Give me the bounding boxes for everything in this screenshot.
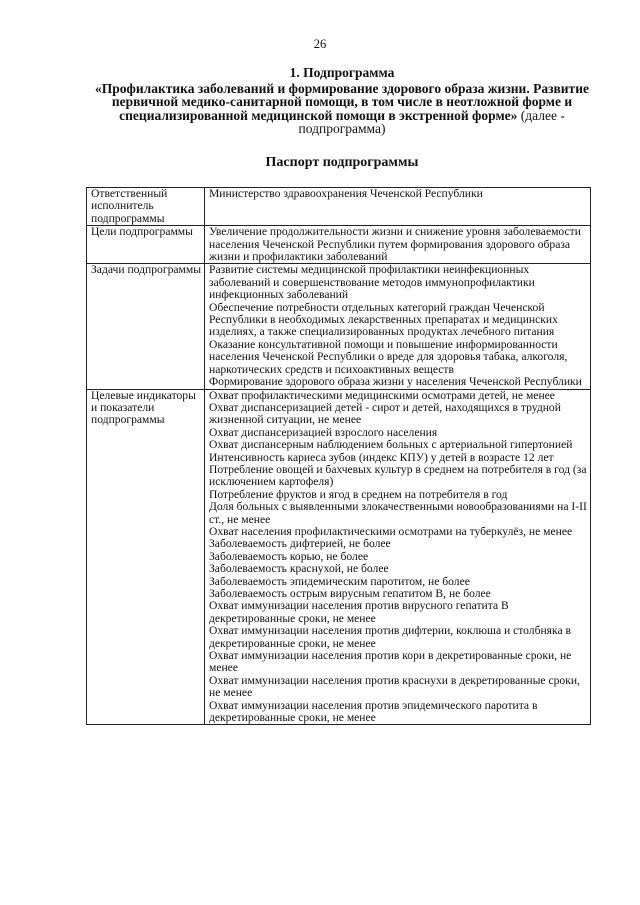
row-label: Цели подпрограммы <box>87 226 205 264</box>
value-line: Охват иммунизации населения против эпидемического паротита в декретированные сроки, не менее <box>209 698 538 725</box>
value-line: Потребление овощей и бахчевых культур в среднем на потребителя в год (за исключением картофеля) <box>209 462 587 489</box>
value-line: Оказание консультативной помощи и повышение информированности населения Чеченской Республики о вреде для здоровья табака, алкоголя, наркотических средств и психоактивных веществ <box>209 337 568 376</box>
passport-title: Паспорт подпрограммы <box>265 155 419 170</box>
value-line: Охват иммунизации населения против кори в декретированные сроки, не менее <box>209 649 572 675</box>
heading-block <box>92 66 592 136</box>
row-label: Ответственный исполнитель подпрограммы <box>87 188 205 226</box>
value-line: Охват иммунизации населения против вирусного гепатита В декретированные сроки, не менее <box>209 599 509 625</box>
value-line: Охват диспансеризацией взрослого населения <box>209 425 438 439</box>
row-value <box>205 389 591 725</box>
subprogram-name-suffix: (далее - подпрограмма) <box>298 107 565 136</box>
value-line: Потребление фруктов и ягод в среднем на потребителя в год <box>209 487 508 501</box>
passport-table <box>86 187 591 725</box>
table-row <box>87 188 591 226</box>
value-line: Заболеваемость острым вирусным гепатитом В, не более <box>209 587 491 600</box>
value-line: Формирование здорового образа жизни у населения Чеченской Республики <box>209 375 582 389</box>
value-line: Министерство здравоохранения Чеченской Республики <box>209 187 483 200</box>
value-line: Охват диспансерным наблюдением больных с артериальной гипертонией <box>209 438 573 452</box>
value-line: Охват иммунизации населения против краснухи в декретированные сроки, не менее <box>209 673 580 700</box>
row-label: Целевые индикаторы и показатели подпрограммы <box>87 389 205 725</box>
value-line: Охват иммунизации населения против дифтерии, коклюша и столбняка в декретированные сроки, не менее <box>209 624 571 650</box>
row-value <box>205 264 591 389</box>
row-value <box>205 188 591 226</box>
subprogram-name-bold: «Профилактика заболеваний и формирование здорового образа жизни. Развитие первичной медико-санитарной помощи, в том числе в неотложной форме и специализированной медицинской помощи в экстренной форме» <box>95 80 589 123</box>
value-line: Доля больных с выявленными злокачественными новообразованиями на I-II ст., не менее <box>209 500 587 526</box>
section-title: 1. Подпрограмма <box>289 65 395 80</box>
row-value <box>205 226 591 264</box>
value-line: Увеличение продолжительности жизни и снижение уровня заболеваемости населения Чеченской Республики путем формирования здорового образа жизни и профилактики заболеваний <box>209 225 581 264</box>
value-line: Охват диспансеризацией детей - сирот и детей, находящихся в трудной жизненной ситуации, не менее <box>209 400 561 427</box>
value-line: Заболеваемость дифтерией, не более <box>209 537 391 551</box>
value-line: Охват населения профилактическими осмотрами на туберкулёз, не менее <box>209 524 573 538</box>
value-line: Заболеваемость корью, не более <box>209 549 369 563</box>
value-line: Заболеваемость эпидемическим паротитом, не более <box>209 574 470 588</box>
value-line: Развитие системы медицинской профилактики неинфекционных заболеваний и совершенствование методов иммунопрофилактики инфекционных заболеваний <box>209 263 535 302</box>
value-line: Охват профилактическими медицинскими осмотрами детей, не менее <box>209 388 555 402</box>
row-label: Задачи подпрограммы <box>87 264 205 389</box>
table-row <box>87 264 591 389</box>
value-line: Обеспечение потребности отдельных категорий граждан Чеченской Республики в необходимых лекарственных препаратах и медицинских изделиях, а также специализированных продуктах лечебного питания <box>209 300 558 339</box>
value-line: Интенсивность кариеса зубов (индекс КПУ) у детей в возрасте 12 лет <box>209 450 554 464</box>
table-row <box>87 389 591 725</box>
page-number: 26 <box>313 37 327 51</box>
subprogram-name <box>92 82 592 136</box>
table-row <box>87 226 591 264</box>
value-line: Заболеваемость краснухой, не более <box>209 562 389 576</box>
